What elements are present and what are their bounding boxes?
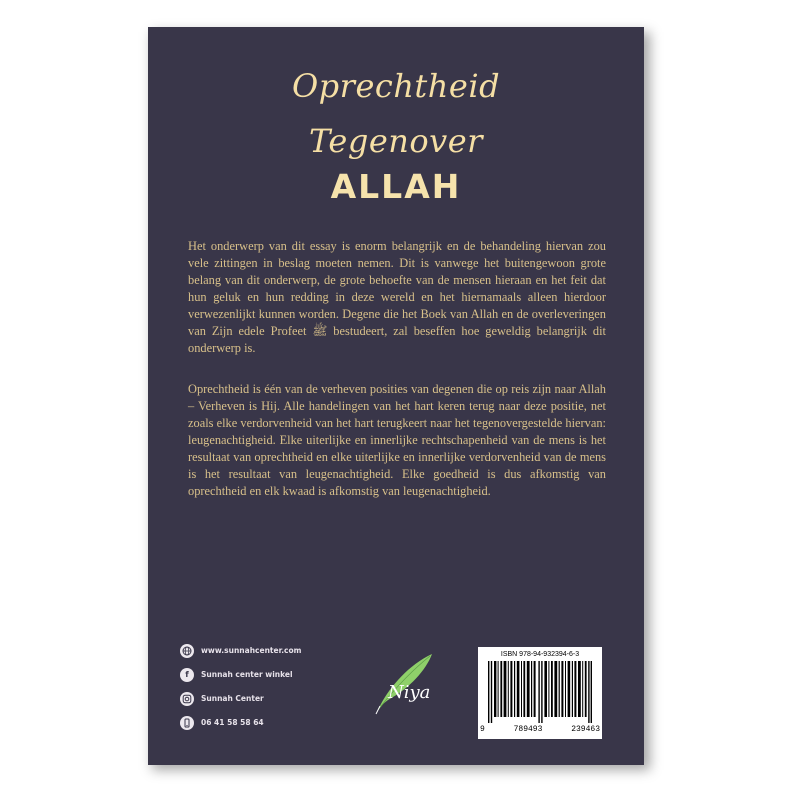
contact-website xyxy=(180,640,301,661)
isbn-label: ISBN 978-94-932394-6-3 xyxy=(500,651,580,658)
instagram-icon xyxy=(180,692,194,706)
barcode-digit-group-2: 239463 xyxy=(571,725,600,734)
contact-text: 06 41 58 58 64 xyxy=(201,718,264,727)
book-back-cover xyxy=(148,27,644,765)
contact-list xyxy=(180,640,301,736)
barcode-digit-lead: 9 xyxy=(480,725,485,734)
facebook-icon: f xyxy=(180,668,194,682)
publisher-logo xyxy=(346,644,446,724)
contact-facebook xyxy=(180,664,301,685)
contact-text: Sunnah Center xyxy=(201,694,264,703)
publisher-logo-text: Niya xyxy=(388,682,431,703)
barcode-digits xyxy=(480,725,600,734)
contact-phone xyxy=(180,712,301,733)
title-line-1: Oprechtheid xyxy=(291,67,501,105)
globe-icon xyxy=(180,644,194,658)
contact-instagram xyxy=(180,688,301,709)
title-line-3: ALLAH xyxy=(330,167,462,206)
contact-text: www.sunnahcenter.com xyxy=(201,646,302,655)
title-line-2: Tegenover xyxy=(309,122,483,160)
blurb-paragraph-1: Het onderwerp van dit essay is enorm belangrijk en de behandeling hiervan zou vele zittingen in beslag moeten nemen. Dit is vanwege het buitengewoon grote belang van dit onderwerp, de grote behoefte van de mensen hieraan en het feit dat hun geluk en hun redding in deze wereld en het hiernamaals alleen hierdoor verwezenlijkt kunnen worden. Degene die het Boek van Allah en de overleveringen van Zijn edele Profeet ﷺ bestudeert, zal beseffen hoe geweldig belangrijk dit onderwerp is. xyxy=(188,239,606,355)
contact-text: Sunnah center winkel xyxy=(201,670,293,679)
isbn-barcode xyxy=(478,647,602,739)
barcode-bars xyxy=(488,661,592,723)
phone-icon xyxy=(180,716,194,730)
blurb-paragraph-2: Oprechtheid is één van de verheven posities van degenen die op reis zijn naar Allah – Verheven is Hij. Alle handelingen van het hart keren terug naar deze positie, net zoals elke verdorvenheid van het hart terugkeert naar het tegenovergestelde hiervan: leugenachtigheid. Elke uiterlijke en innerlijke rechtschapenheid van de mens is het resultaat van oprechtheid en elke uiterlijke en innerlijke verdorvenheid van de mens is het resultaat van leugenachtigheid. Elke goedheid is dus afkomstig van oprechtheid en elk kwaad is afkomstig van leugenachtigheid. xyxy=(188,382,606,498)
barcode-digit-group-1: 789493 xyxy=(513,725,543,734)
